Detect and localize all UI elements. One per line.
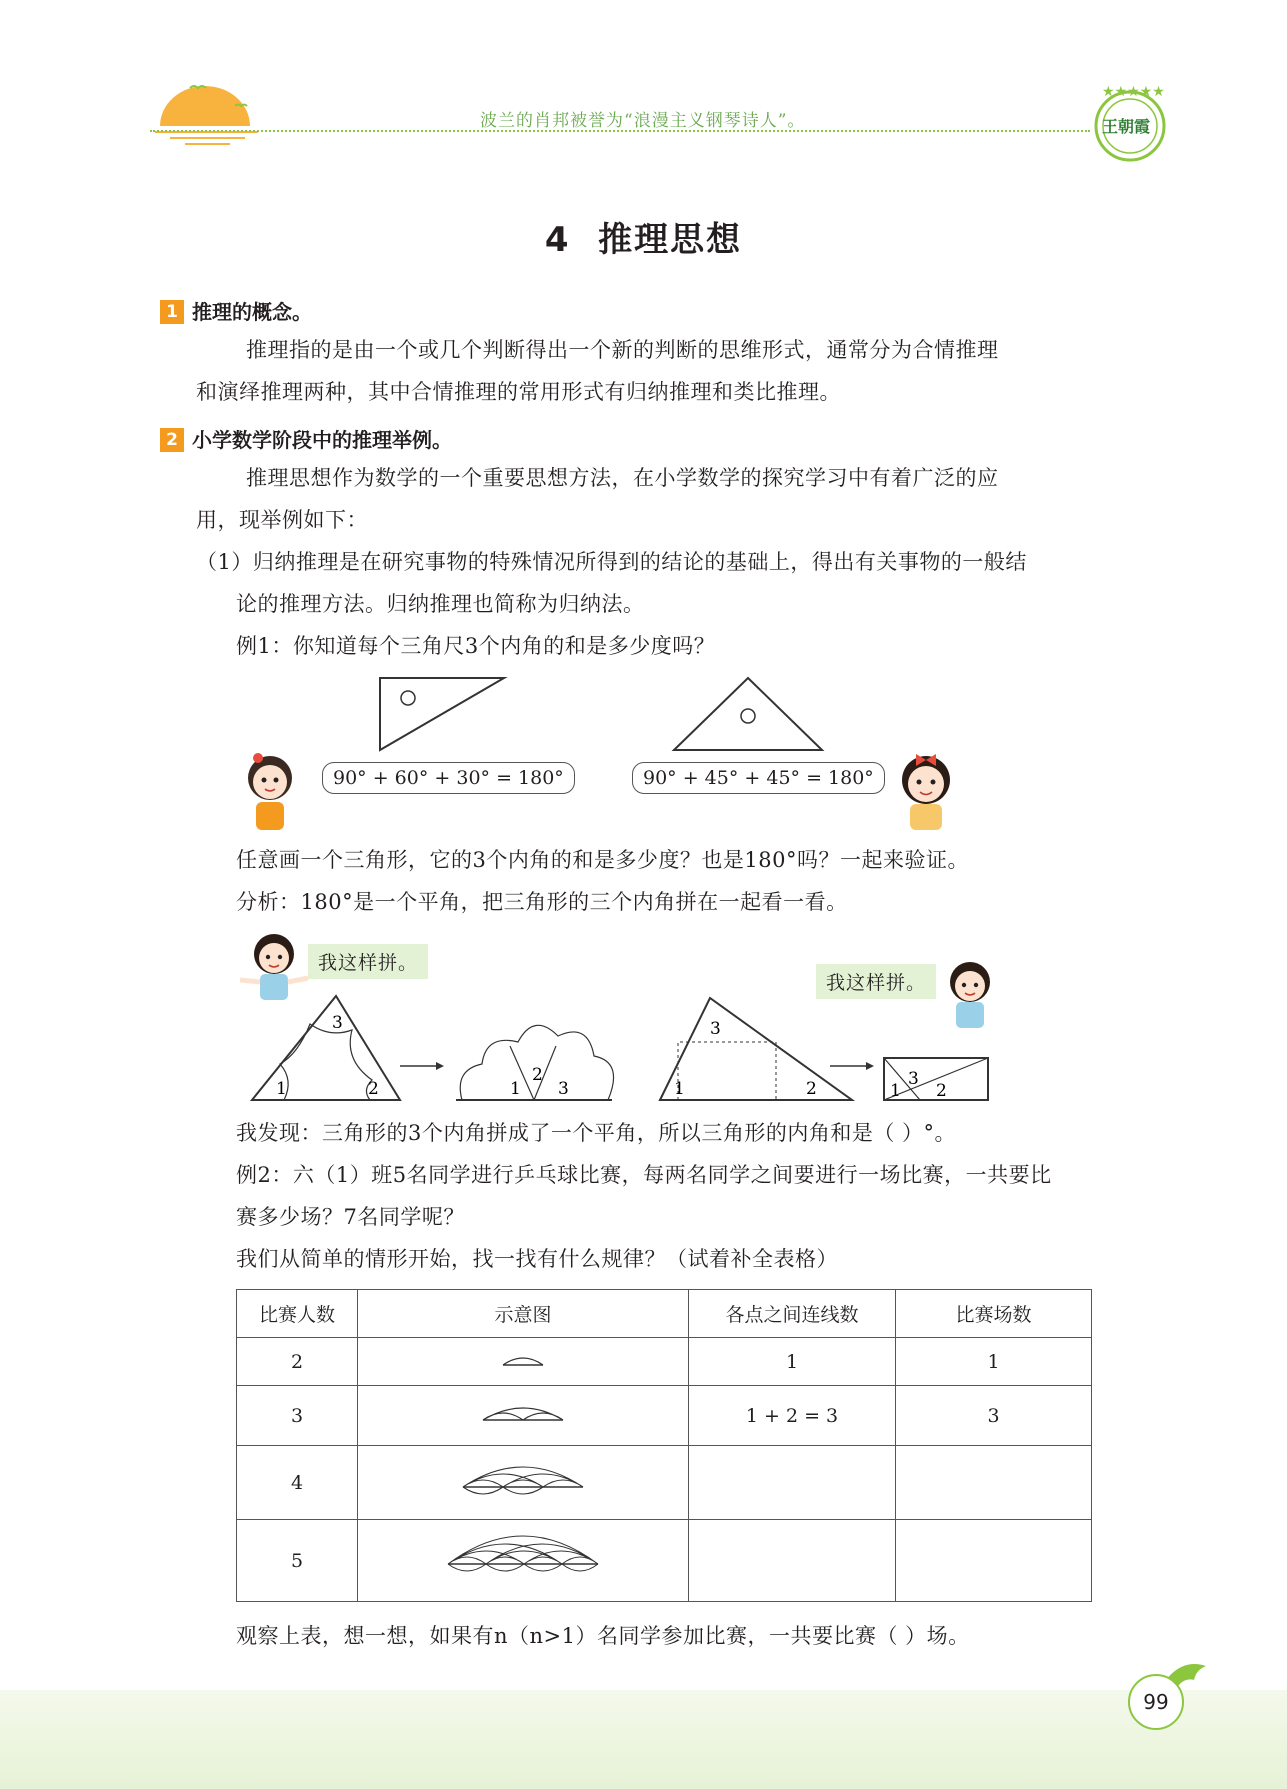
conclusion-text: 观察上表，想一想，如果有n（n>1）名同学参加比赛，一共要比赛（ ）场。 (236, 1624, 970, 1648)
angle-sum-bubble-right: 90° + 45° + 45° = 180° (632, 762, 885, 794)
diagram-cell (358, 1338, 689, 1386)
section-number: 2 (160, 428, 184, 452)
angle-label: 2 (532, 1065, 543, 1085)
connection-diagram (443, 1528, 603, 1588)
section-heading-1 (160, 296, 312, 325)
connection-diagram (458, 1457, 588, 1503)
games-cell[interactable] (896, 1520, 1092, 1602)
table-header-row (237, 1290, 1092, 1338)
angle-label: 1 (276, 1079, 287, 1099)
section-title: 小学数学阶段中的推理举例。 (192, 428, 452, 452)
example-2-cont: 赛多少场？7名同学呢？ (236, 1205, 465, 1229)
paragraph-line: 推理指的是由一个或几个判断得出一个新的判断的思维形式，通常分为合情推理 (246, 338, 999, 362)
page-number: 99 (1128, 1674, 1184, 1730)
match-table (236, 1289, 1092, 1602)
paragraph-line: 论的推理方法。归纳推理也简称为归纳法。 (236, 592, 645, 616)
table-row (237, 1446, 1092, 1520)
diagram-cell (358, 1386, 689, 1446)
speech-bubble-1: 我这样拼。 (308, 944, 428, 979)
task-text: 任意画一个三角形，它的3个内角的和是多少度？也是180°吗？一起来验证。 (236, 848, 969, 872)
girl-character-icon (890, 746, 960, 832)
games-cell: 1 (896, 1338, 1092, 1386)
table-row (237, 1338, 1092, 1386)
angle-label: 3 (710, 1019, 721, 1039)
connection-diagram (498, 1349, 548, 1369)
header-quote: 波兰的肖邦被誉为“浪漫主义钢琴诗人”。 (480, 111, 806, 131)
lines-cell[interactable] (689, 1520, 896, 1602)
hint-text: 我们从简单的情形开始，找一找有什么规律？（试着补全表格） (236, 1247, 838, 1271)
section-heading-2 (160, 424, 452, 453)
svg-text:★★★★★: ★★★★★ (1102, 84, 1165, 100)
page-title: 4 推理思想 (544, 220, 743, 260)
angle-label: 1 (510, 1079, 521, 1099)
paragraph-line: （1）归纳推理是在研究事物的特殊情况所得到的结论的基础上，得出有关事物的一般结 (196, 550, 1027, 574)
angle-sum-bubble-left: 90° + 60° + 30° = 180° (322, 762, 575, 794)
found-text: 我发现：三角形的3个内角拼成了一个平角，所以三角形的内角和是（ ）°。 (236, 1121, 957, 1145)
table-header: 各点之间连线数 (689, 1290, 896, 1338)
games-cell: 3 (896, 1386, 1092, 1446)
diagram-cell (358, 1446, 689, 1520)
lines-cell: 1 (689, 1338, 896, 1386)
analysis-text: 分析：180°是一个平角，把三角形的三个内角拼在一起看一看。 (236, 890, 848, 914)
example-1: 例1：你知道每个三角尺3个内角的和是多少度吗？ (236, 634, 716, 658)
connection-diagram (478, 1398, 568, 1428)
angle-label: 3 (558, 1079, 569, 1099)
table-header: 比赛场数 (896, 1290, 1092, 1338)
example-2: 例2：六（1）班5名同学进行乒乓球比赛，每两名同学之间要进行一场比赛，一共要比 (236, 1163, 1052, 1187)
set-square-45 (670, 674, 830, 754)
people-cell: 3 (237, 1386, 358, 1446)
people-cell: 4 (237, 1446, 358, 1520)
people-cell: 5 (237, 1520, 358, 1602)
table-row (237, 1386, 1092, 1446)
lines-cell: 1 + 2 = 3 (689, 1386, 896, 1446)
logo-text: 王朝霞 (1102, 117, 1151, 136)
paragraph-line: 和演绎推理两种，其中合情推理的常用形式有归纳推理和类比推理。 (196, 380, 841, 404)
sunset-icon (150, 80, 260, 150)
table-header: 示意图 (358, 1290, 689, 1338)
table-header: 比赛人数 (237, 1290, 358, 1338)
people-cell: 2 (237, 1338, 358, 1386)
speech-bubble-2: 我这样拼。 (816, 964, 936, 999)
angle-label: 3 (908, 1069, 919, 1089)
angle-label: 2 (936, 1081, 947, 1101)
games-cell[interactable] (896, 1446, 1092, 1520)
paragraph-line: 推理思想作为数学的一个重要思想方法，在小学数学的探究学习中有着广泛的应 (246, 466, 999, 490)
angle-label: 3 (332, 1013, 343, 1033)
lines-cell[interactable] (689, 1446, 896, 1520)
set-square-30-60 (370, 674, 510, 754)
triangle-angle-diagram (240, 986, 1020, 1106)
footer-band (0, 1690, 1287, 1789)
girl-character-icon (238, 748, 304, 832)
angle-label: 2 (368, 1079, 379, 1099)
angle-label: 1 (674, 1079, 685, 1099)
angle-label: 2 (806, 1079, 817, 1099)
angle-label: 1 (890, 1081, 901, 1101)
section-title: 推理的概念。 (192, 300, 312, 324)
section-number: 1 (160, 300, 184, 324)
paragraph-line: 用，现举例如下： (196, 508, 368, 532)
table-row (237, 1520, 1092, 1602)
diagram-cell (358, 1520, 689, 1602)
